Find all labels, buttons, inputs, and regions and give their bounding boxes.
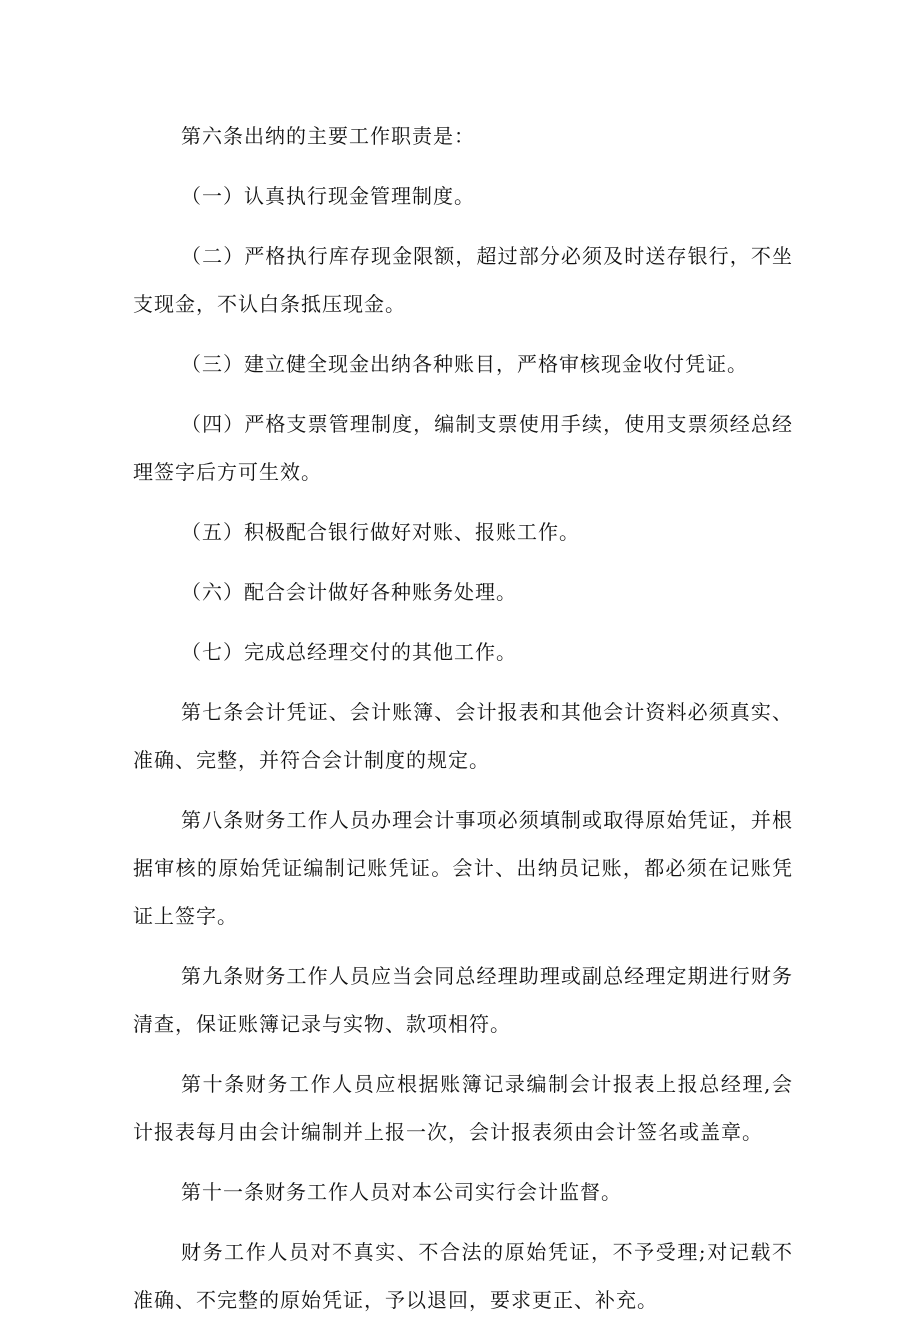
article-8: 第八条财务工作人员办理会计事项必须填制或取得原始凭证，并根据审核的原始凭证编制记账凭证。会计、出纳员记账，都必须在记账凭证上签字。 — [133, 808, 793, 928]
article-6-item-2: （二）严格执行库存现金限额，超过部分必须及时送存银行，不坐支现金，不认白条抵压现金。 — [133, 244, 793, 316]
article-6-item-3: （三）建立健全现金出纳各种账目，严格审核现金收付凭证。 — [181, 352, 748, 376]
article-6-item-6: （六）配合会计做好各种账务处理。 — [181, 580, 517, 604]
document-body — [133, 112, 793, 1336]
article-7: 第七条会计凭证、会计账簿、会计报表和其他会计资料必须真实、准确、完整，并符合会计制度的规定。 — [133, 700, 793, 772]
article-6-heading: 第六条出纳的主要工作职责是： — [181, 124, 475, 148]
article-6-item-5: （五）积极配合银行做好对账、报账工作。 — [181, 520, 580, 544]
article-10: 第十条财务工作人员应根据账簿记录编制会计报表上报总经理,会计报表每月由会计编制并上报一次，会计报表须由会计签名或盖章。 — [133, 1072, 793, 1144]
article-6-item-1: （一）认真执行现金管理制度。 — [181, 184, 475, 208]
article-11: 第十一条财务工作人员对本公司实行会计监督。 — [181, 1180, 622, 1204]
article-9: 第九条财务工作人员应当会同总经理助理或副总经理定期进行财务清查，保证账簿记录与实物、款项相符。 — [133, 964, 793, 1036]
article-6-item-4: （四）严格支票管理制度，编制支票使用手续，使用支票须经总经理签字后方可生效。 — [133, 412, 793, 484]
article-6-item-7: （七）完成总经理交付的其他工作。 — [181, 640, 517, 664]
article-11-detail: 财务工作人员对不真实、不合法的原始凭证，不予受理;对记载不准确、不完整的原始凭证，予以退回，要求更正、补充。 — [133, 1240, 793, 1312]
